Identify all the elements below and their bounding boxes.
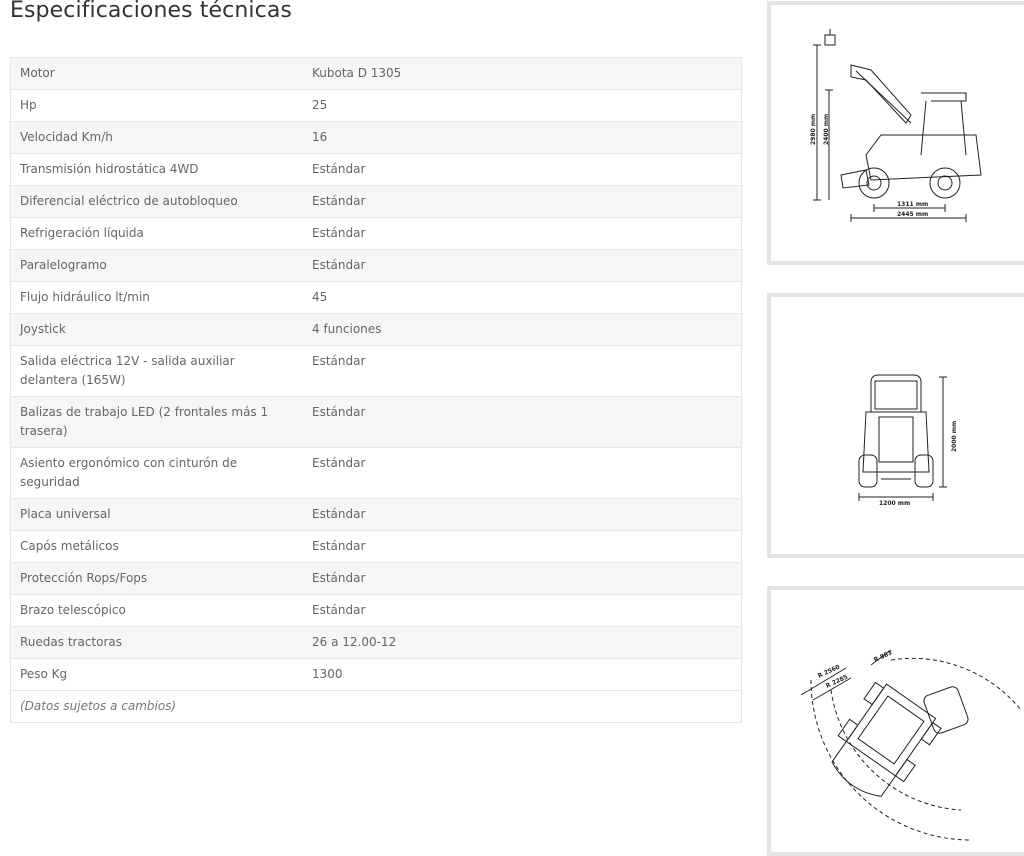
spec-label: Ruedas tractoras (11, 627, 304, 659)
spec-label: Brazo telescópico (11, 595, 304, 627)
spec-value: 45 (303, 282, 742, 314)
spec-row (11, 58, 742, 90)
spec-label: Protección Rops/Fops (11, 563, 304, 595)
spec-value: 16 (303, 122, 742, 154)
spec-row (11, 282, 742, 314)
spec-row (11, 595, 742, 627)
note-row (11, 691, 742, 723)
spec-label: Diferencial eléctrico de autobloqueo (11, 186, 304, 218)
spec-label: Balizas de trabajo LED (2 frontales más 1 trasera) (11, 397, 304, 448)
spec-value: 1300 (303, 659, 742, 691)
spec-row (11, 186, 742, 218)
spec-value: 25 (303, 90, 742, 122)
disclaimer-note: (Datos sujetos a cambios) (11, 691, 742, 723)
side-view-drawing (771, 5, 1024, 261)
spec-label: Refrigeración líquida (11, 218, 304, 250)
spec-value: Estándar (303, 346, 742, 397)
spec-label: Placa universal (11, 499, 304, 531)
spec-value: Estándar (303, 250, 742, 282)
spec-row (11, 154, 742, 186)
spec-row (11, 499, 742, 531)
spec-label: Flujo hidráulico lt/min (11, 282, 304, 314)
spec-value: Estándar (303, 499, 742, 531)
spec-row (11, 397, 742, 448)
spec-label: Velocidad Km/h (11, 122, 304, 154)
side-height-total-label: 2980 mm (810, 113, 817, 145)
spec-value: Estándar (303, 397, 742, 448)
spec-label: Joystick (11, 314, 304, 346)
front-width-label: 1200 mm (879, 500, 911, 507)
page-title: Especificaciones técnicas (10, 0, 292, 23)
spec-label: Paralelogramo (11, 250, 304, 282)
spec-row (11, 122, 742, 154)
front-view-drawing (771, 297, 1024, 554)
spec-value: Estándar (303, 448, 742, 499)
front-height-label: 2000 mm (951, 420, 958, 452)
side-wheelbase-label: 1311 mm (897, 201, 929, 208)
radius-outer-label: R 2560 (816, 663, 842, 680)
radius-rear-label: R 883 (872, 649, 894, 664)
spec-value: Estándar (303, 595, 742, 627)
specs-table (10, 57, 742, 723)
spec-value: Estándar (303, 154, 742, 186)
spec-label: Capós metálicos (11, 531, 304, 563)
spec-value: Estándar (303, 186, 742, 218)
spec-value: Estándar (303, 563, 742, 595)
spec-label: Peso Kg (11, 659, 304, 691)
spec-row (11, 563, 742, 595)
spec-label: Asiento ergonómico con cinturón de seguridad (11, 448, 304, 499)
spec-row (11, 218, 742, 250)
spec-value: Estándar (303, 218, 742, 250)
turning-radius-drawing (771, 590, 1024, 852)
spec-value: Kubota D 1305 (303, 58, 742, 90)
spec-row (11, 346, 742, 397)
side-view-figure[interactable] (767, 1, 1024, 265)
spec-row (11, 90, 742, 122)
spec-label: Motor (11, 58, 304, 90)
spec-value: 26 a 12.00-12 (303, 627, 742, 659)
side-height-cab-label: 2400 mm (823, 113, 830, 145)
side-length-label: 2445 mm (897, 211, 929, 218)
spec-row (11, 659, 742, 691)
spec-row (11, 448, 742, 499)
spec-value: 4 funciones (303, 314, 742, 346)
turning-radius-figure[interactable] (767, 586, 1024, 856)
spec-row (11, 250, 742, 282)
radius-inner-label: R 2285 (824, 673, 850, 690)
spec-label: Hp (11, 90, 304, 122)
spec-row (11, 531, 742, 563)
front-view-figure[interactable] (767, 293, 1024, 558)
spec-row (11, 627, 742, 659)
spec-value: Estándar (303, 531, 742, 563)
spec-label: Transmisión hidrostática 4WD (11, 154, 304, 186)
spec-row (11, 314, 742, 346)
spec-label: Salida eléctrica 12V - salida auxiliar delantera (165W) (11, 346, 304, 397)
